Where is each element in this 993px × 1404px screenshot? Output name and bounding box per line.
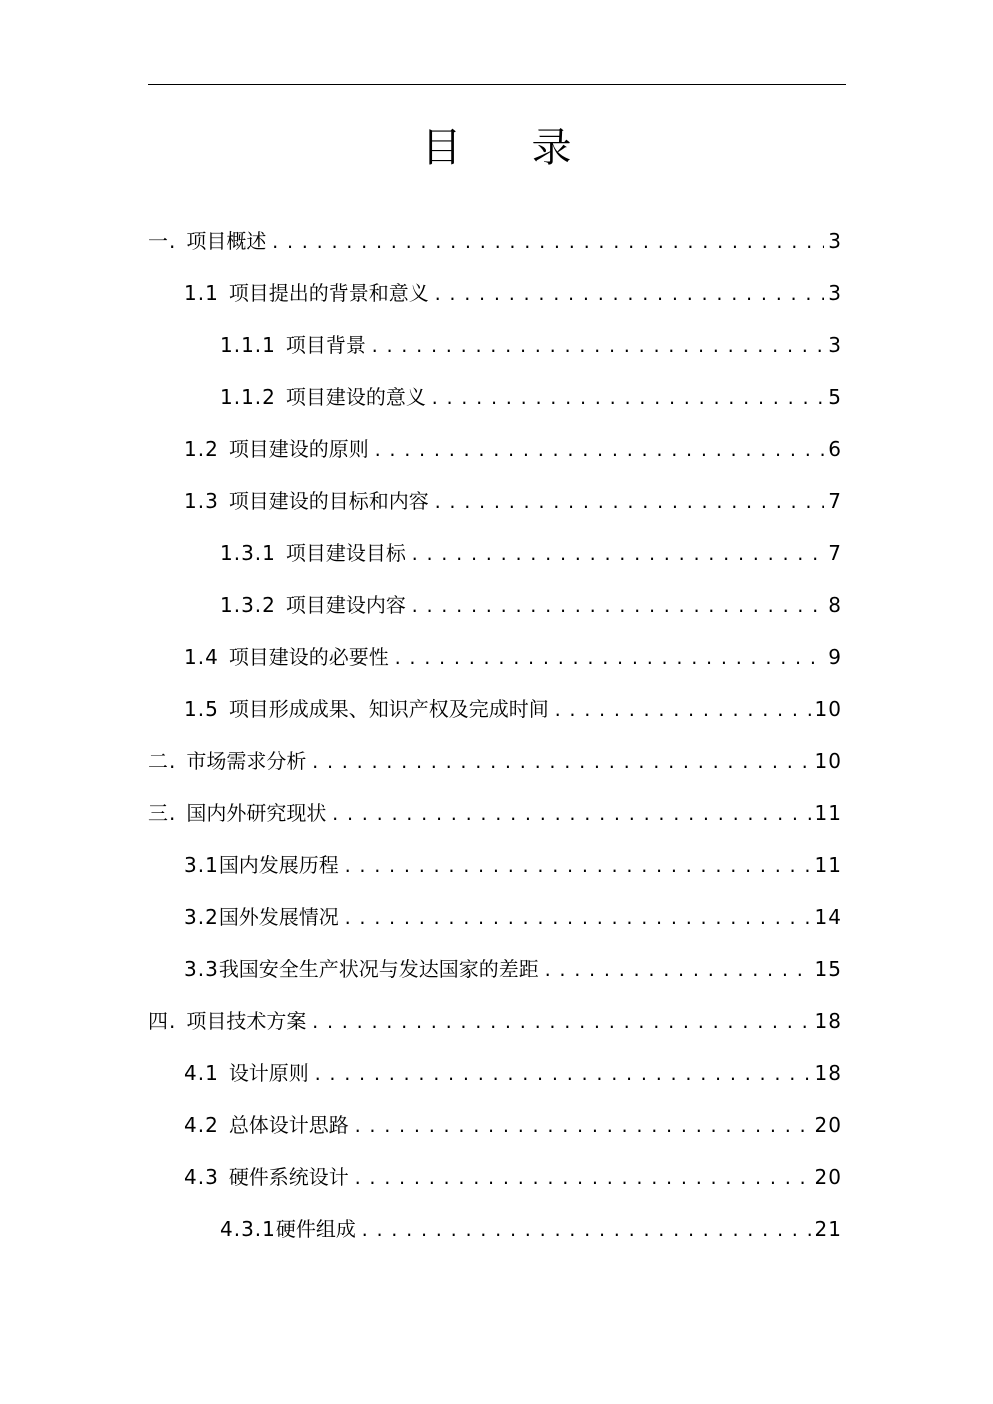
toc-entry-number: 一. [148,229,177,253]
toc-page-number: 11 [814,801,842,825]
toc-page-number: 20 [814,1165,842,1189]
toc-entry-title: 市场需求分析 [186,749,307,773]
toc-entry-title: 项目背景 [285,333,366,357]
toc-page-number: 3 [828,281,842,305]
toc-entry-number: 4.3 [184,1165,219,1189]
toc-entry-number: 1.4 [184,645,219,669]
toc-page-number: 7 [828,489,842,513]
toc-entry[interactable] [148,432,842,484]
toc-entry-title: 国内发展历程 [218,853,339,877]
toc-dot-leader [393,642,824,676]
toc-dot-leader [370,330,824,364]
toc-entry[interactable] [148,484,842,536]
toc-dot-leader [313,1058,811,1092]
toc-dot-leader [410,538,824,572]
header-rule [148,84,846,85]
toc-entry-title: 国内外研究现状 [186,801,327,825]
toc-dot-leader [360,1214,811,1248]
toc-entry-title: 项目建设的原则 [228,437,369,461]
toc-entry[interactable] [148,536,842,588]
toc-entry-number: 1.1.2 [220,385,276,409]
toc-page-number: 9 [828,645,842,669]
toc-entry-number: 1.1.1 [220,333,276,357]
toc-entry-title: 项目概述 [186,229,267,253]
toc-page-number: 21 [814,1217,842,1241]
toc-entry-number: 3.2 [184,905,219,929]
toc-page-number: 10 [814,749,842,773]
toc-page-number: 3 [828,229,842,253]
toc-page-number: 5 [828,385,842,409]
table-of-contents [148,224,842,1264]
toc-entry[interactable] [148,952,842,1004]
toc-dot-leader [353,1110,811,1144]
toc-entry-title: 项目建设目标 [285,541,406,565]
toc-entry-title: 项目建设的目标和内容 [228,489,429,513]
toc-page-number: 14 [814,905,842,929]
toc-dot-leader [433,278,824,312]
toc-dot-leader [270,226,824,260]
toc-page-number: 11 [814,853,842,877]
toc-entry-title: 项目建设的必要性 [228,645,389,669]
toc-dot-leader [310,746,810,780]
toc-entry-number: 1.2 [184,437,219,461]
toc-page-number: 18 [814,1009,842,1033]
toc-entry[interactable] [148,1108,842,1160]
toc-dot-leader [553,694,811,728]
toc-entry-number: 1.3.1 [220,541,276,565]
toc-entry[interactable] [148,276,842,328]
toc-entry-number: 四. [148,1009,177,1033]
toc-entry-title: 设计原则 [228,1061,309,1085]
toc-page-number: 3 [828,333,842,357]
page-title: 目录 [421,125,642,171]
toc-page-number: 18 [814,1061,842,1085]
toc-entry-title: 项目技术方案 [186,1009,307,1033]
toc-entry-number: 1.3.2 [220,593,276,617]
toc-entry[interactable] [148,224,842,276]
toc-entry-number: 1.1 [184,281,219,305]
toc-entry[interactable] [148,640,842,692]
toc-entry-number: 3.1 [184,853,219,877]
toc-entry[interactable] [148,796,842,848]
toc-entry-number: 1.3 [184,489,219,513]
toc-page-number: 7 [828,541,842,565]
toc-entry[interactable] [148,1212,842,1264]
toc-entry[interactable] [148,848,842,900]
toc-entry[interactable] [148,1160,842,1212]
toc-dot-leader [433,486,824,520]
toc-entry[interactable] [148,380,842,432]
toc-entry-number: 三. [148,801,177,825]
toc-entry[interactable] [148,328,842,380]
toc-page-number: 10 [814,697,842,721]
toc-page-number: 20 [814,1113,842,1137]
toc-entry-title: 我国安全生产状况与发达国家的差距 [218,957,539,981]
toc-entry-title: 硬件系统设计 [228,1165,349,1189]
toc-page-number: 15 [814,957,842,981]
toc-dot-leader [543,954,811,988]
toc-entry[interactable] [148,1056,842,1108]
toc-dot-leader [430,382,824,416]
toc-dot-leader [330,798,810,832]
toc-entry-title: 项目建设内容 [285,593,406,617]
toc-entry[interactable] [148,900,842,952]
toc-entry[interactable] [148,588,842,640]
toc-page-number: 8 [828,593,842,617]
toc-entry-number: 4.2 [184,1113,219,1137]
toc-entry-title: 国外发展情况 [218,905,339,929]
toc-dot-leader [310,1006,810,1040]
toc-dot-leader [353,1162,811,1196]
toc-entry-title: 硬件组成 [275,1217,356,1241]
toc-entry[interactable] [148,692,842,744]
toc-entry-number: 3.3 [184,957,219,981]
toc-entry[interactable] [148,744,842,796]
toc-dot-leader [373,434,824,468]
toc-entry-number: 二. [148,749,177,773]
toc-entry-title: 项目建设的意义 [285,385,426,409]
toc-entry-number: 4.1 [184,1061,219,1085]
toc-entry-title: 总体设计思路 [228,1113,349,1137]
toc-dot-leader [343,850,811,884]
toc-entry-number: 4.3.1 [220,1217,276,1241]
toc-entry-title: 项目形成成果、知识产权及完成时间 [228,697,549,721]
toc-dot-leader [343,902,811,936]
toc-page-number: 6 [828,437,842,461]
toc-entry-number: 1.5 [184,697,219,721]
toc-dot-leader [410,590,824,624]
toc-entry-title: 项目提出的背景和意义 [228,281,429,305]
toc-entry[interactable] [148,1004,842,1056]
